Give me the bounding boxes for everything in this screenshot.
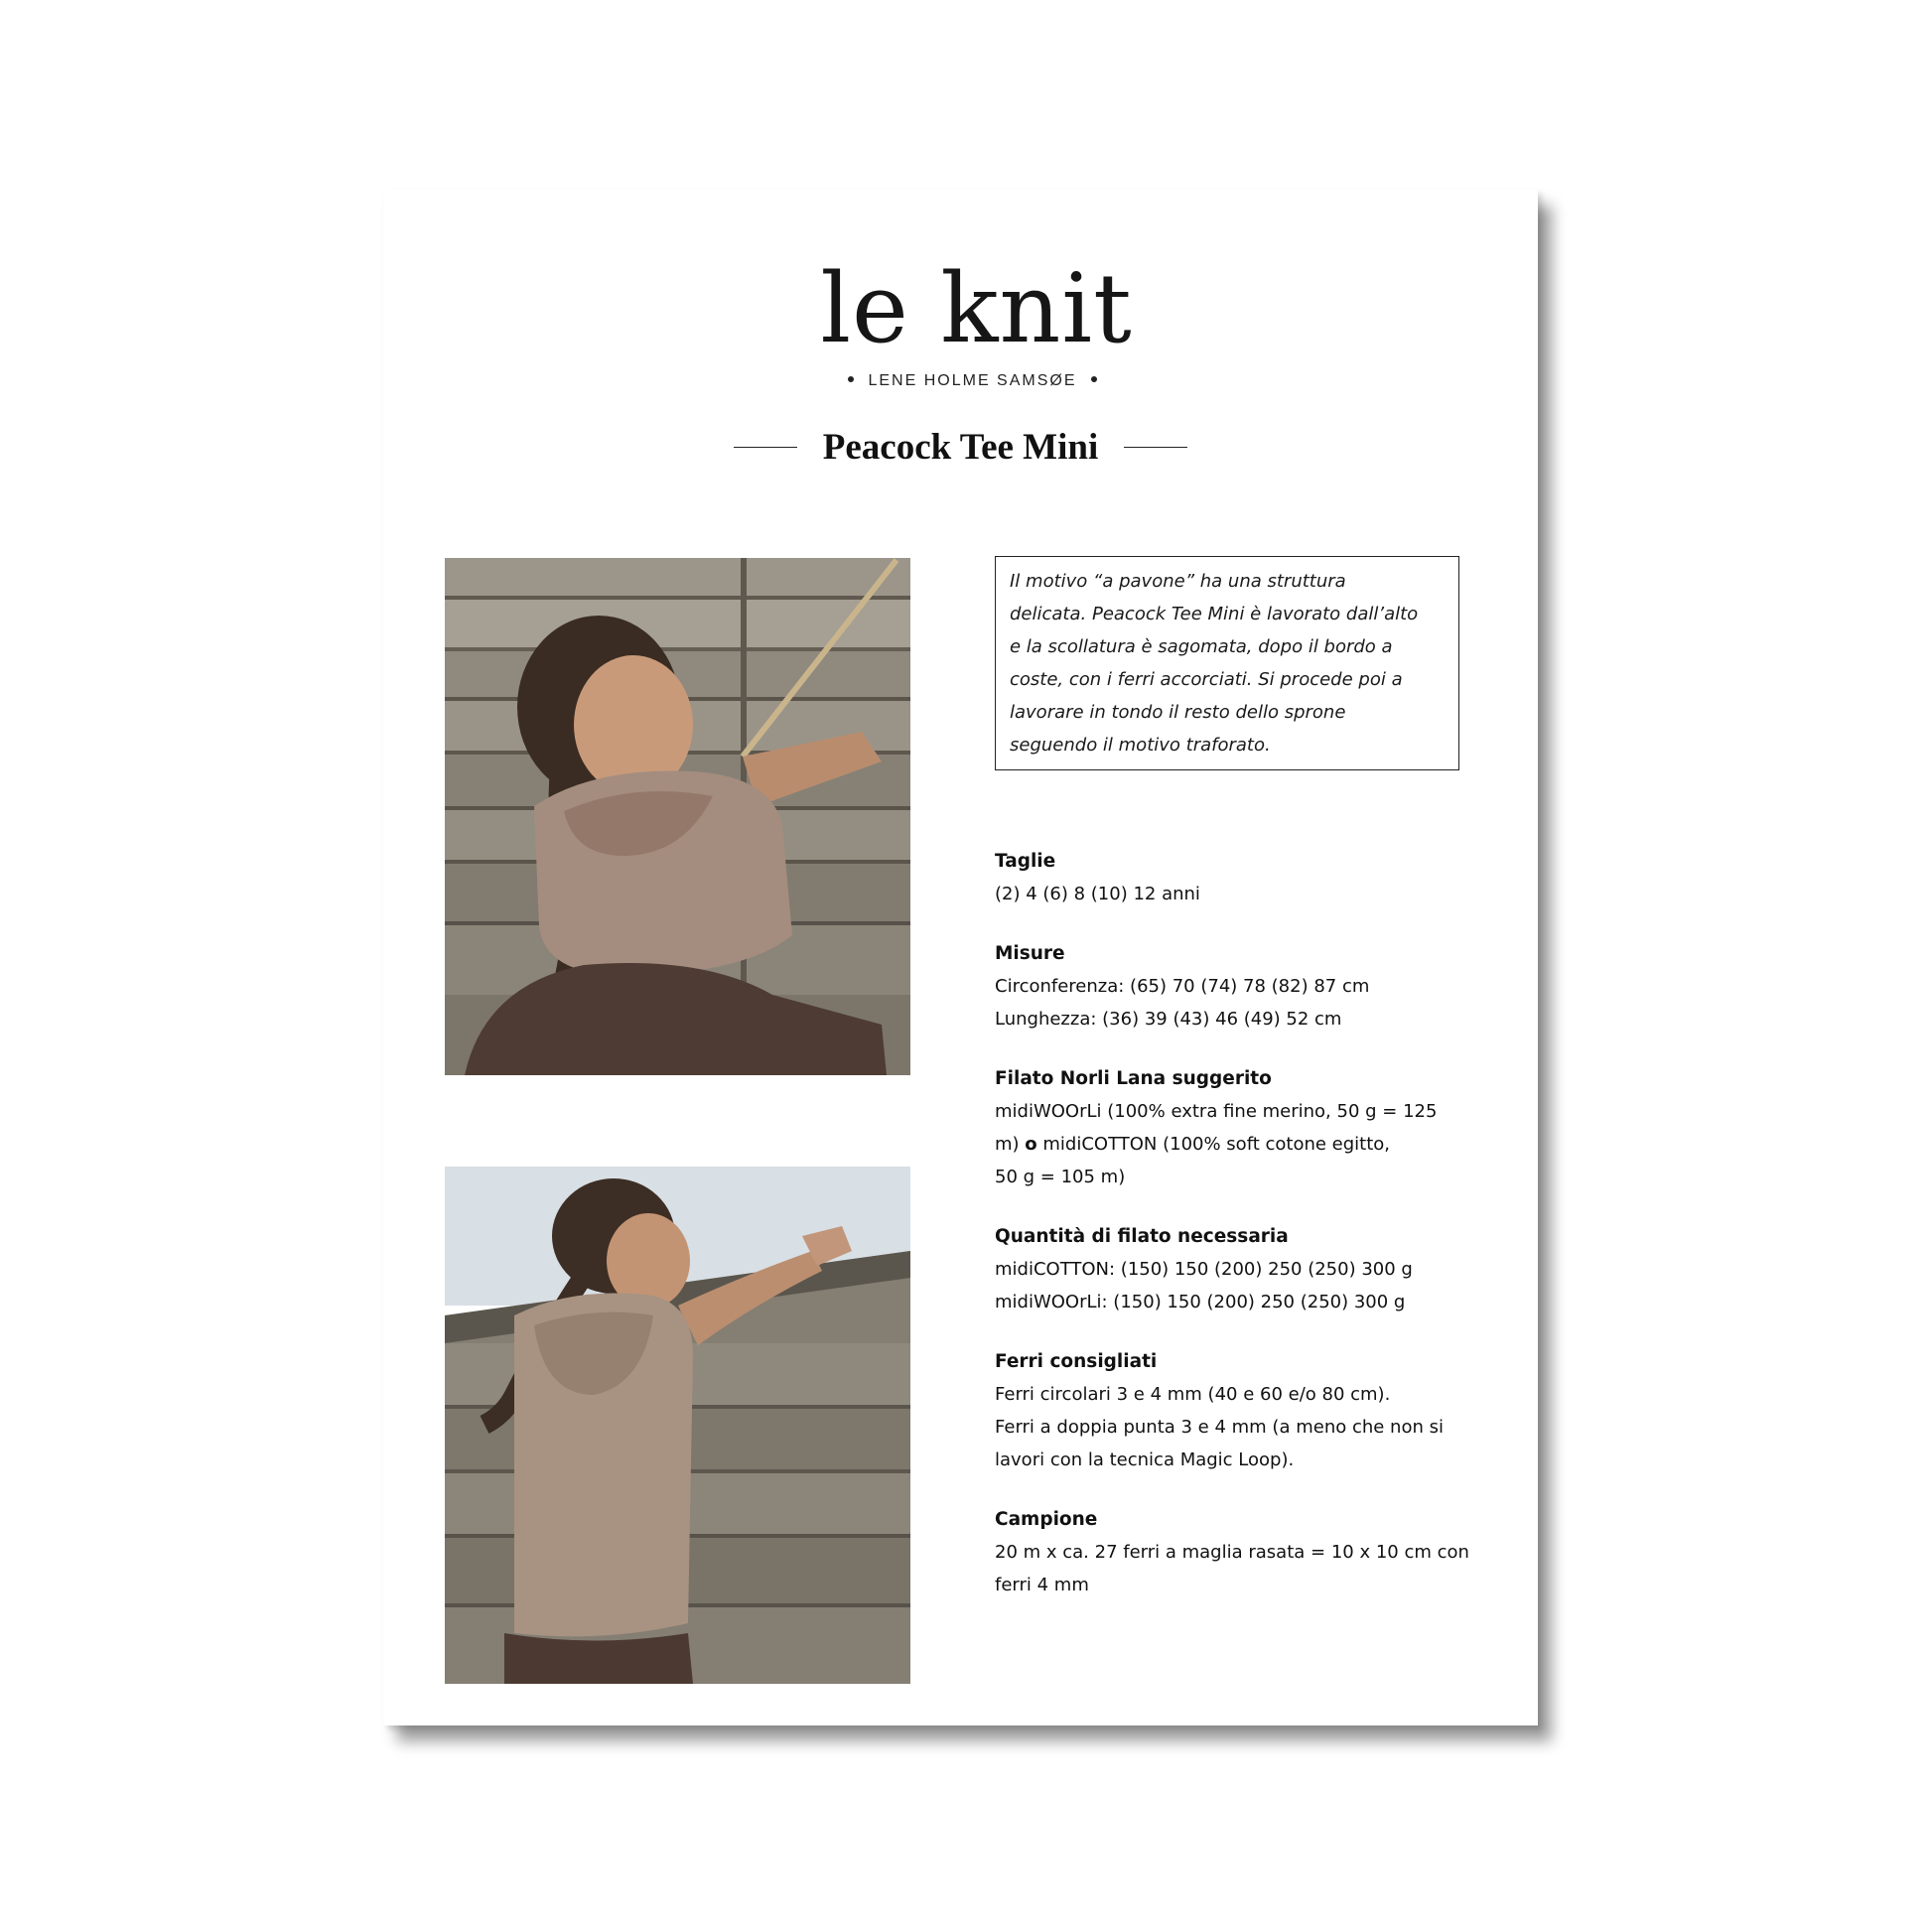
spec-value-part: m) [995, 1134, 1026, 1155]
logo-byline-row [407, 372, 1538, 390]
spec-value [995, 1128, 1511, 1161]
pattern-specs [995, 845, 1511, 1628]
product-photo-front [445, 558, 910, 1075]
spec-value: lavori con la tecnica Magic Loop). [995, 1449, 1295, 1470]
spec-value: Ferri circolari 3 e 4 mm (40 e 60 e/o 80 cm). [995, 1384, 1391, 1405]
spec-value: midiWOOrLi: (150) 150 (200) 250 (250) 300 g [995, 1292, 1406, 1312]
bullet-dot-icon [1091, 376, 1097, 382]
title-row [383, 426, 1538, 469]
spec-value: midiWOOrLi (100% extra fine merino, 50 g = 125 [995, 1101, 1438, 1122]
pattern-page [383, 190, 1538, 1725]
spec-filato [995, 1062, 1511, 1193]
title-rule-right [1124, 447, 1187, 448]
description-line: e la scollatura è sagomata, dopo il bordo a [1010, 636, 1393, 657]
spec-value-part: midiCOTTON (100% soft cotone egitto, [1036, 1134, 1391, 1155]
spec-value: 50 g = 105 m) [995, 1167, 1126, 1187]
pattern-title: Peacock Tee Mini [822, 427, 1099, 468]
product-photo-back [445, 1167, 910, 1684]
spec-label: Taglie [995, 851, 1056, 872]
logo-wordmark: le knit [820, 253, 1133, 364]
spec-quantita [995, 1220, 1511, 1318]
logo-byline: LENE HOLME SAMSØE [868, 372, 1077, 389]
brand-logo [383, 253, 1538, 390]
pattern-description [995, 556, 1459, 770]
description-line: Il motivo “a pavone” ha una struttura [1010, 571, 1346, 592]
description-line: seguendo il motivo traforato. [1010, 735, 1271, 756]
spec-value: Circonferenza: (65) 70 (74) 78 (82) 87 cm [995, 976, 1370, 997]
title-rule-left [734, 447, 797, 448]
spec-label: Misure [995, 943, 1065, 964]
spec-value: Ferri a doppia punta 3 e 4 mm (a meno che non si [995, 1417, 1444, 1438]
spec-value-bold: o [1025, 1134, 1037, 1155]
spec-campione [995, 1503, 1511, 1601]
spec-label: Filato Norli Lana suggerito [995, 1068, 1272, 1089]
spec-label: Ferri consigliati [995, 1351, 1158, 1372]
spec-taglie [995, 845, 1511, 910]
spec-misure [995, 937, 1511, 1035]
spec-label: Quantità di filato necessaria [995, 1226, 1289, 1247]
description-line: coste, con i ferri accorciati. Si procede poi a [1010, 669, 1403, 690]
spec-value: midiCOTTON: (150) 150 (200) 250 (250) 300 g [995, 1259, 1413, 1280]
spec-ferri [995, 1345, 1511, 1476]
spec-value: 20 m x ca. 27 ferri a maglia rasata = 10 x 10 cm con [995, 1542, 1469, 1563]
spec-value: (2) 4 (6) 8 (10) 12 anni [995, 884, 1200, 904]
spec-label: Campione [995, 1509, 1098, 1530]
spec-value: Lunghezza: (36) 39 (43) 46 (49) 52 cm [995, 1009, 1342, 1030]
description-line: lavorare in tondo il resto dello sprone [1010, 702, 1346, 723]
description-line: delicata. Peacock Tee Mini è lavorato dall’alto [1010, 604, 1419, 624]
bullet-dot-icon [848, 376, 854, 382]
spec-value: ferri 4 mm [995, 1575, 1089, 1595]
